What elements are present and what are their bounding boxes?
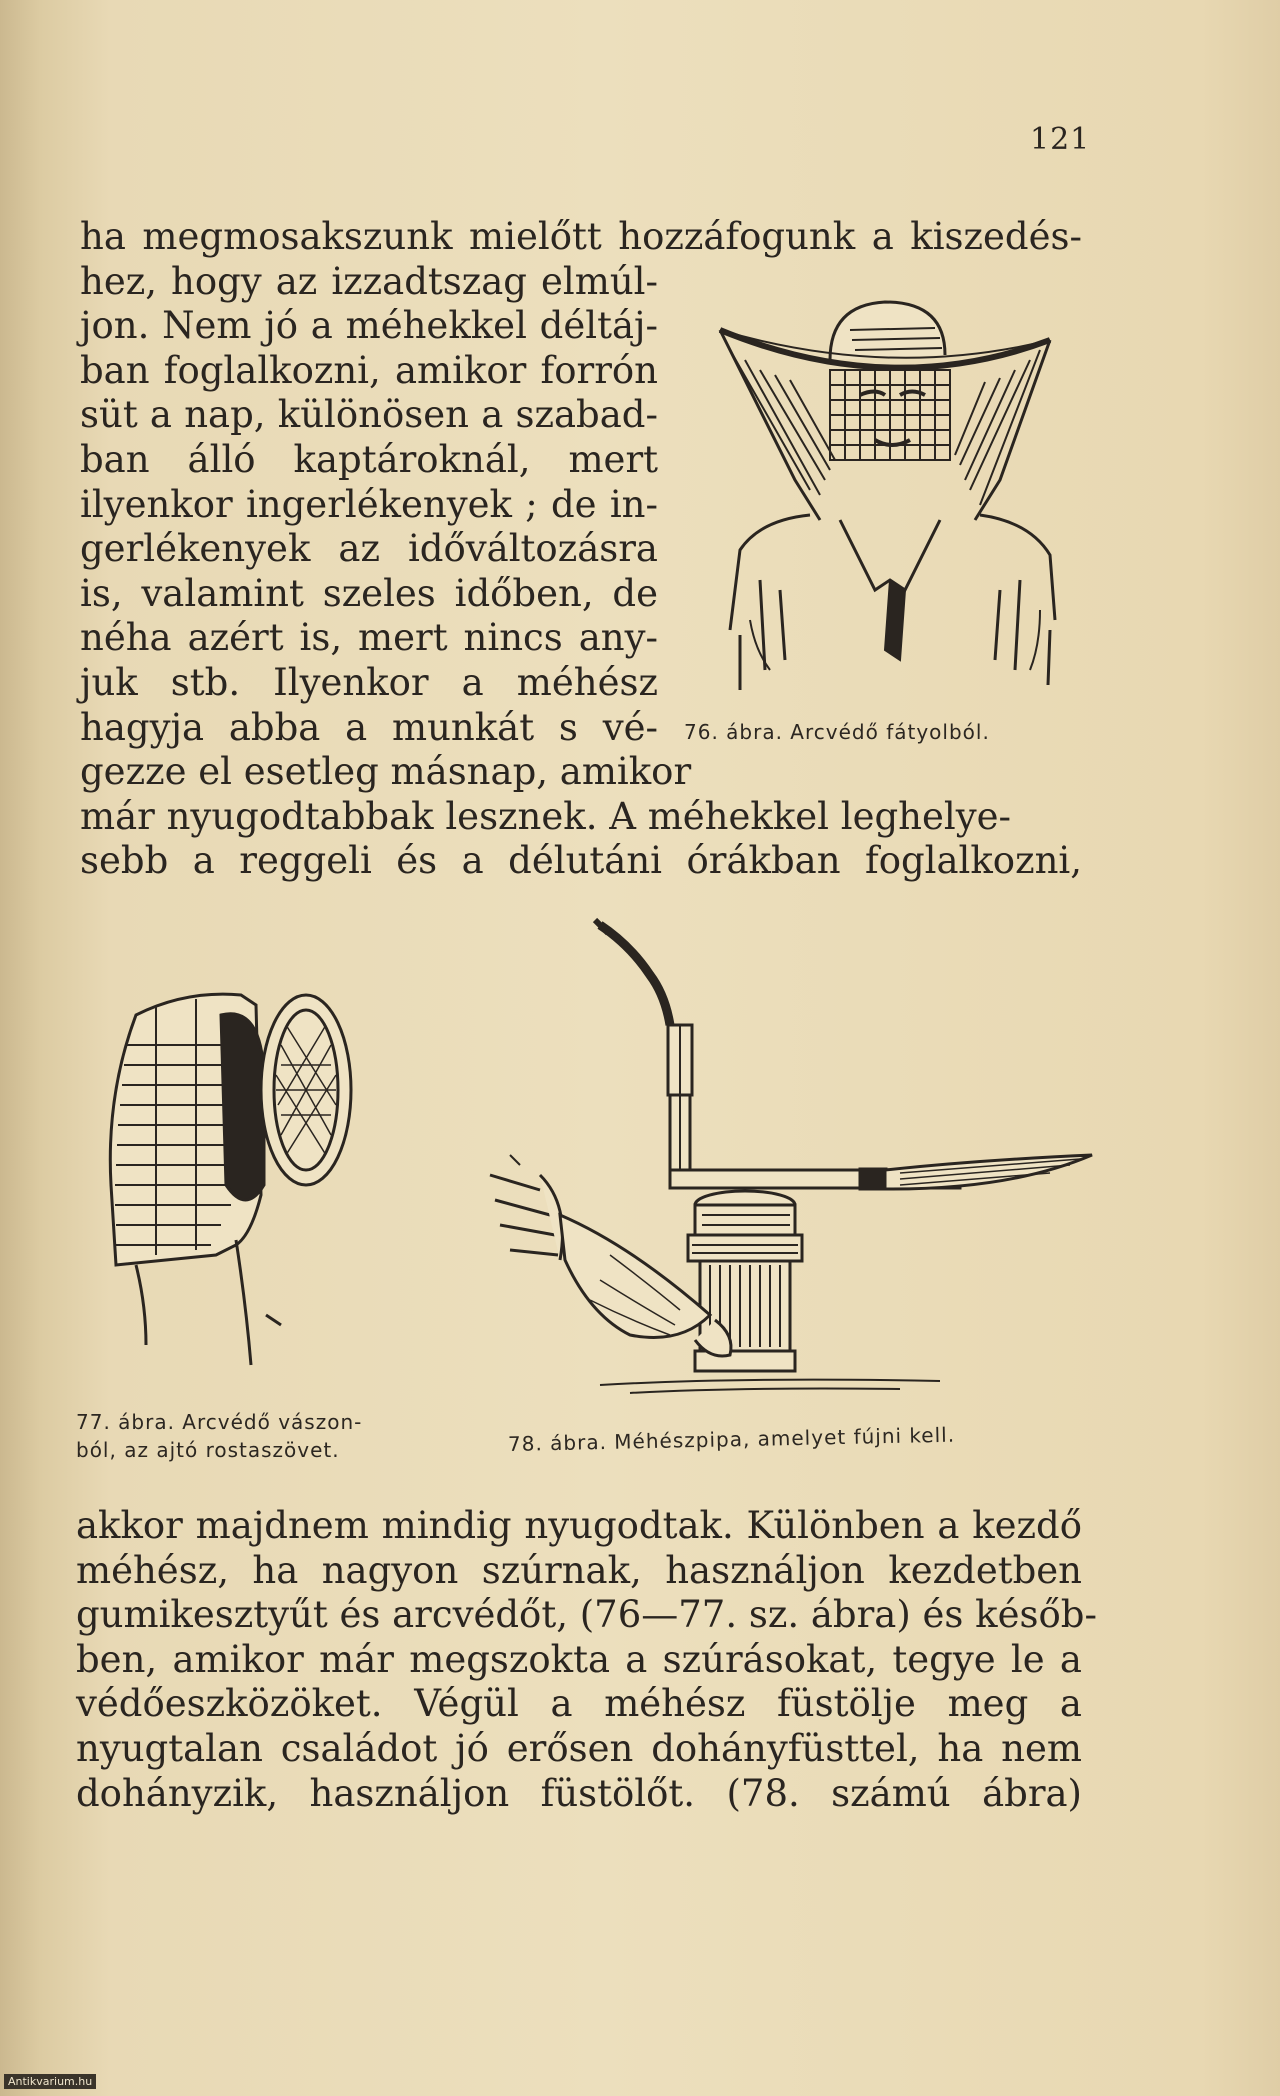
text-line: ilyenkor ingerlékenyek ; de in- — [80, 482, 658, 526]
text-line: néha azért is, mert nincs any- — [80, 616, 658, 660]
figure-76-veil-illustration — [700, 290, 1080, 710]
text-line: védőeszközöket. Végül a méhész füstölje meg a — [76, 1682, 1082, 1726]
figure-77-hood-illustration — [96, 985, 376, 1385]
figure-78-caption: 78. ábra. Méhészpipa, amelyet fújni kell. — [507, 1422, 956, 1456]
text-line: hagyja abba a munkát s vé- — [80, 705, 658, 749]
figure-77-caption-line: 77. ábra. Arcvédő vászon- — [76, 1410, 363, 1434]
text-line: sebb a reggeli és a délutáni órákban foglalkozni, — [80, 839, 1082, 883]
text-line: gezze el esetleg másnap, amikor — [80, 750, 692, 794]
text-line: juk stb. Ilyenkor a méhész — [80, 660, 658, 704]
text-line: gumikesztyűt és arcvédőt, (76—77. sz. ábra) és későb- — [76, 1593, 1097, 1637]
figure-76-caption: 76. ábra. Arcvédő fátyolból. — [684, 720, 990, 744]
text-line: jon. Nem jó a méhekkel déltáj- — [80, 304, 658, 348]
text-line: méhész, ha nagyon szúrnak, használjon kezdetben — [76, 1548, 1082, 1592]
text-line: ban álló kaptároknál, mert — [80, 437, 658, 481]
figure-77-caption-line: ból, az ajtó rostaszövet. — [76, 1438, 340, 1462]
text-line: is, valamint szeles időben, de — [80, 571, 658, 615]
text-line: ben, amikor már megszokta a szúrásokat, tegye le a — [76, 1637, 1082, 1681]
text-line: ha megmosakszunk mielőtt hozzáfogunk a kiszedés- — [80, 215, 1082, 258]
text-line: már nyugodtabbak lesznek. A méhekkel leghelye- — [80, 794, 1012, 838]
text-line: süt a nap, különösen a szabad- — [80, 393, 658, 437]
watermark: Antikvarium.hu — [4, 2074, 96, 2089]
text-line: hez, hogy az izzadtszag elmúl- — [80, 259, 658, 303]
figure-77-caption — [76, 1408, 362, 1464]
page-number: 121 — [1030, 122, 1091, 157]
text-line: akkor majdnem mindig nyugodtak. Különben a kezdő — [76, 1504, 1082, 1547]
text-line: dohányzik, használjon füstölőt. (78. számú ábra) — [76, 1771, 1082, 1815]
figure-78-pipe-illustration — [480, 915, 1100, 1430]
text-line: nyugtalan családot jó erősen dohányfüsttel, ha nem — [76, 1726, 1082, 1770]
text-line: ban foglalkozni, amikor forrón — [80, 348, 658, 392]
paragraph-bottom — [76, 1504, 1097, 1816]
text-line: gerlékenyek az időváltozásra — [80, 527, 658, 571]
